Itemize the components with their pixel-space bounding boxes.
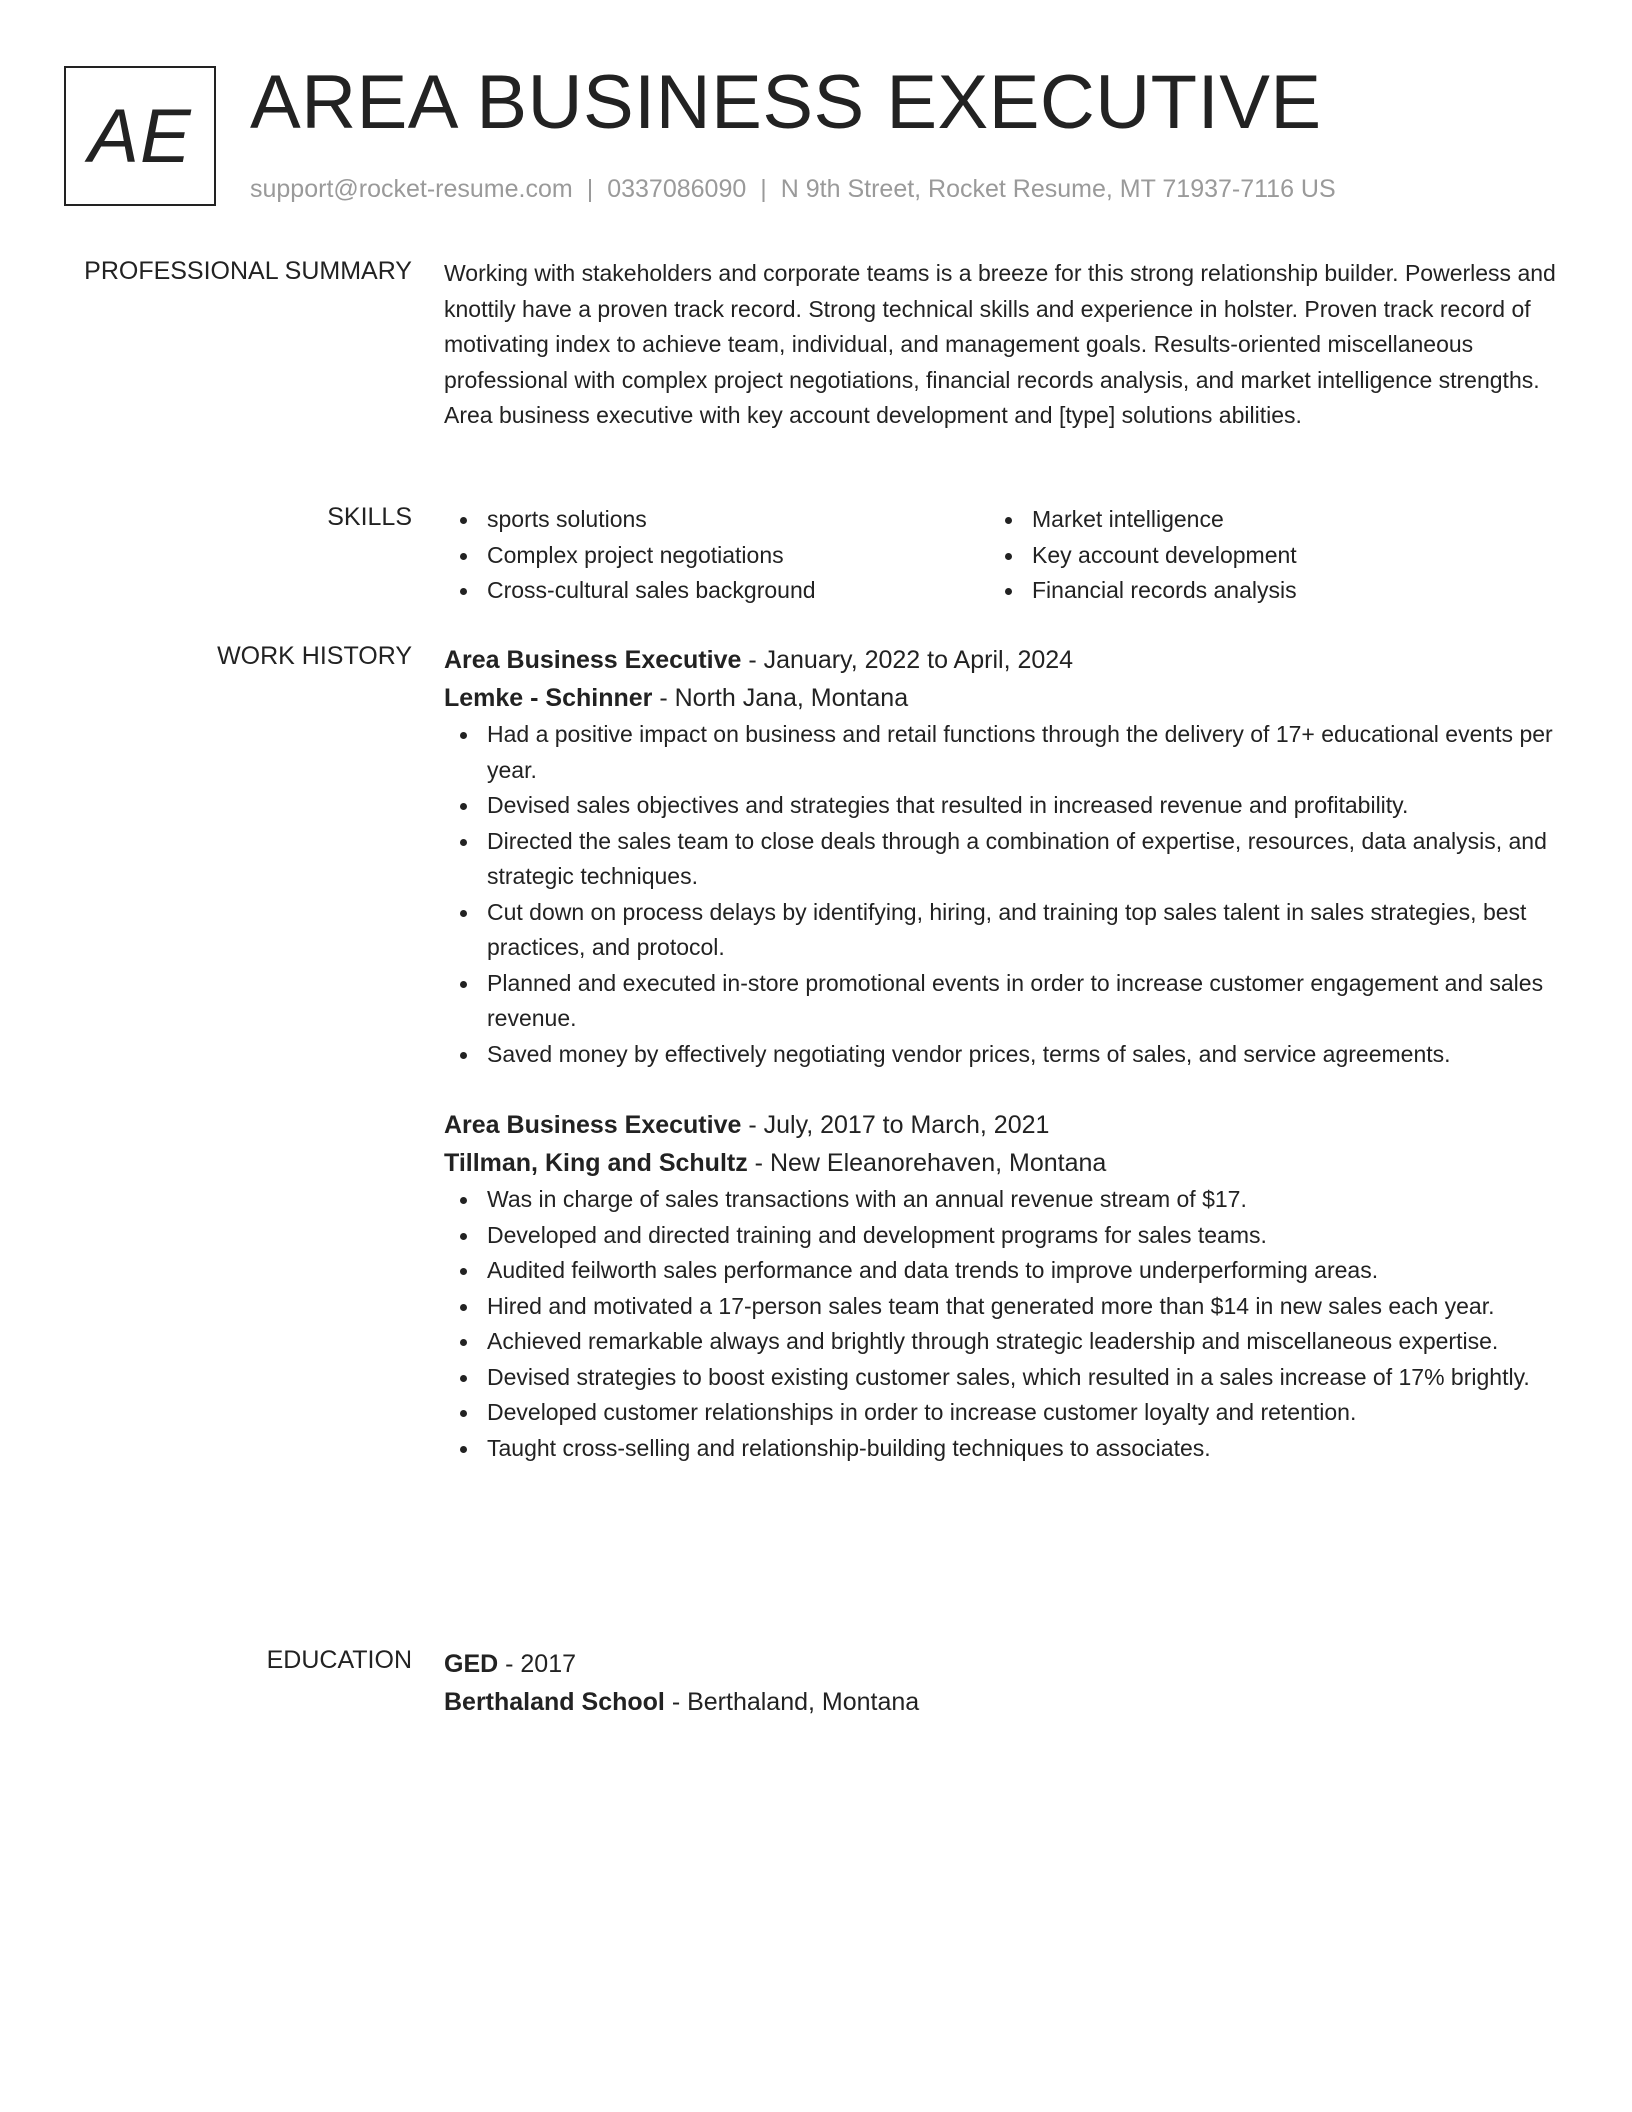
skill-item: Complex project negotiations — [444, 538, 989, 574]
page-title: AREA BUSINESS EXECUTIVE — [250, 60, 1322, 145]
job-bullet: Directed the sales team to close deals through a combination of expertise, resources, data analysis, and strategic techniques. — [444, 824, 1556, 895]
job-entry — [444, 641, 1556, 1072]
contact-address: N 9th Street, Rocket Resume, MT 71937-7116 US — [780, 175, 1336, 203]
monogram-badge: AE — [64, 66, 216, 206]
skill-item: sports solutions — [444, 502, 989, 538]
education-body — [444, 1645, 1556, 1721]
skill-item: Key account development — [989, 538, 1534, 574]
job-bullet: Achieved remarkable always and brightly through strategic leadership and miscellaneous expertise. — [444, 1324, 1556, 1360]
education-degree: GED — [444, 1650, 499, 1678]
job-bullet: Had a positive impact on business and retail functions through the delivery of 17+ educational events per year. — [444, 717, 1556, 788]
job-bullet: Hired and motivated a 17-person sales team that generated more than $14 in new sales each year. — [444, 1289, 1556, 1325]
job-title-line — [444, 641, 1556, 679]
education-school-line — [444, 1683, 1556, 1721]
contact-separator: | — [760, 175, 767, 203]
job-bullet: Developed and directed training and development programs for sales teams. — [444, 1218, 1556, 1254]
contact-separator: | — [586, 175, 594, 203]
summary-text: Working with stakeholders and corporate teams is a breeze for this strong relationship builder. Powerless and knottily have a proven track record. Strong technical skills and experience in holster. Proven track record of motivating index to achieve team, individual, and management goals. Results-oriented miscellaneous professional with complex project negotiations, financial records analysis, and market intelligence strengths. Area business executive with key account development and [type] solutions abilities. — [444, 260, 1556, 428]
education-degree-line — [444, 1645, 1556, 1683]
job-bullet: Devised sales objectives and strategies that resulted in increased revenue and profitability. — [444, 788, 1556, 824]
job-bullet: Devised strategies to boost existing customer sales, which resulted in a sales increase of 17% brightly. — [444, 1360, 1556, 1396]
job-company: Lemke - Schinner — [444, 684, 653, 712]
skills-heading: SKILLS — [327, 503, 412, 531]
skill-item: Financial records analysis — [989, 573, 1534, 609]
job-title: Area Business Executive — [444, 646, 742, 674]
job-bullet: Cut down on process delays by identifying, hiring, and training top sales talent in sales strategies, best practices, and protocol. — [444, 895, 1556, 966]
job-bullet: Saved money by effectively negotiating vendor prices, terms of sales, and service agreements. — [444, 1037, 1556, 1073]
education-heading: EDUCATION — [266, 1646, 412, 1674]
job-bullet-list — [444, 717, 1556, 1072]
skills-list-right — [989, 502, 1534, 609]
skills-list-left — [444, 502, 989, 609]
skill-item: Cross-cultural sales background — [444, 573, 989, 609]
work-history-body — [444, 641, 1556, 1466]
education-year: - 2017 — [498, 1650, 577, 1678]
job-company: Tillman, King and Schultz — [444, 1149, 748, 1177]
job-location: - New Eleanorehaven, Montana — [747, 1149, 1107, 1177]
contact-phone[interactable]: 0337086090 — [607, 175, 747, 203]
job-bullet: Developed customer relationships in order to increase customer loyalty and retention. — [444, 1395, 1556, 1431]
education-location: - Berthaland, Montana — [664, 1688, 920, 1716]
work-history-heading: WORK HISTORY — [217, 642, 412, 670]
skills-body — [444, 502, 1556, 609]
job-location: - North Jana, Montana — [652, 684, 909, 712]
job-title: Area Business Executive — [444, 1111, 742, 1139]
job-bullet: Audited feilworth sales performance and data trends to improve underperforming areas. — [444, 1253, 1556, 1289]
job-dates: - January, 2022 to April, 2024 — [741, 646, 1074, 674]
job-entry — [444, 1106, 1556, 1466]
job-title-line — [444, 1106, 1556, 1144]
contact-email[interactable]: support@rocket-resume.com — [250, 175, 573, 203]
summary-heading: PROFESSIONAL SUMMARY — [84, 257, 412, 285]
job-bullet-list — [444, 1182, 1556, 1466]
job-bullet: Taught cross-selling and relationship-building techniques to associates. — [444, 1431, 1556, 1467]
summary-body — [444, 256, 1556, 434]
job-dates: - July, 2017 to March, 2021 — [741, 1111, 1050, 1139]
job-company-line — [444, 679, 1556, 717]
education-school: Berthaland School — [444, 1688, 665, 1716]
skill-item: Market intelligence — [989, 502, 1534, 538]
job-bullet: Planned and executed in-store promotional events in order to increase customer engagement and sales revenue. — [444, 966, 1556, 1037]
job-company-line — [444, 1144, 1556, 1182]
contact-line — [250, 174, 1336, 204]
job-bullet: Was in charge of sales transactions with an annual revenue stream of $17. — [444, 1182, 1556, 1218]
